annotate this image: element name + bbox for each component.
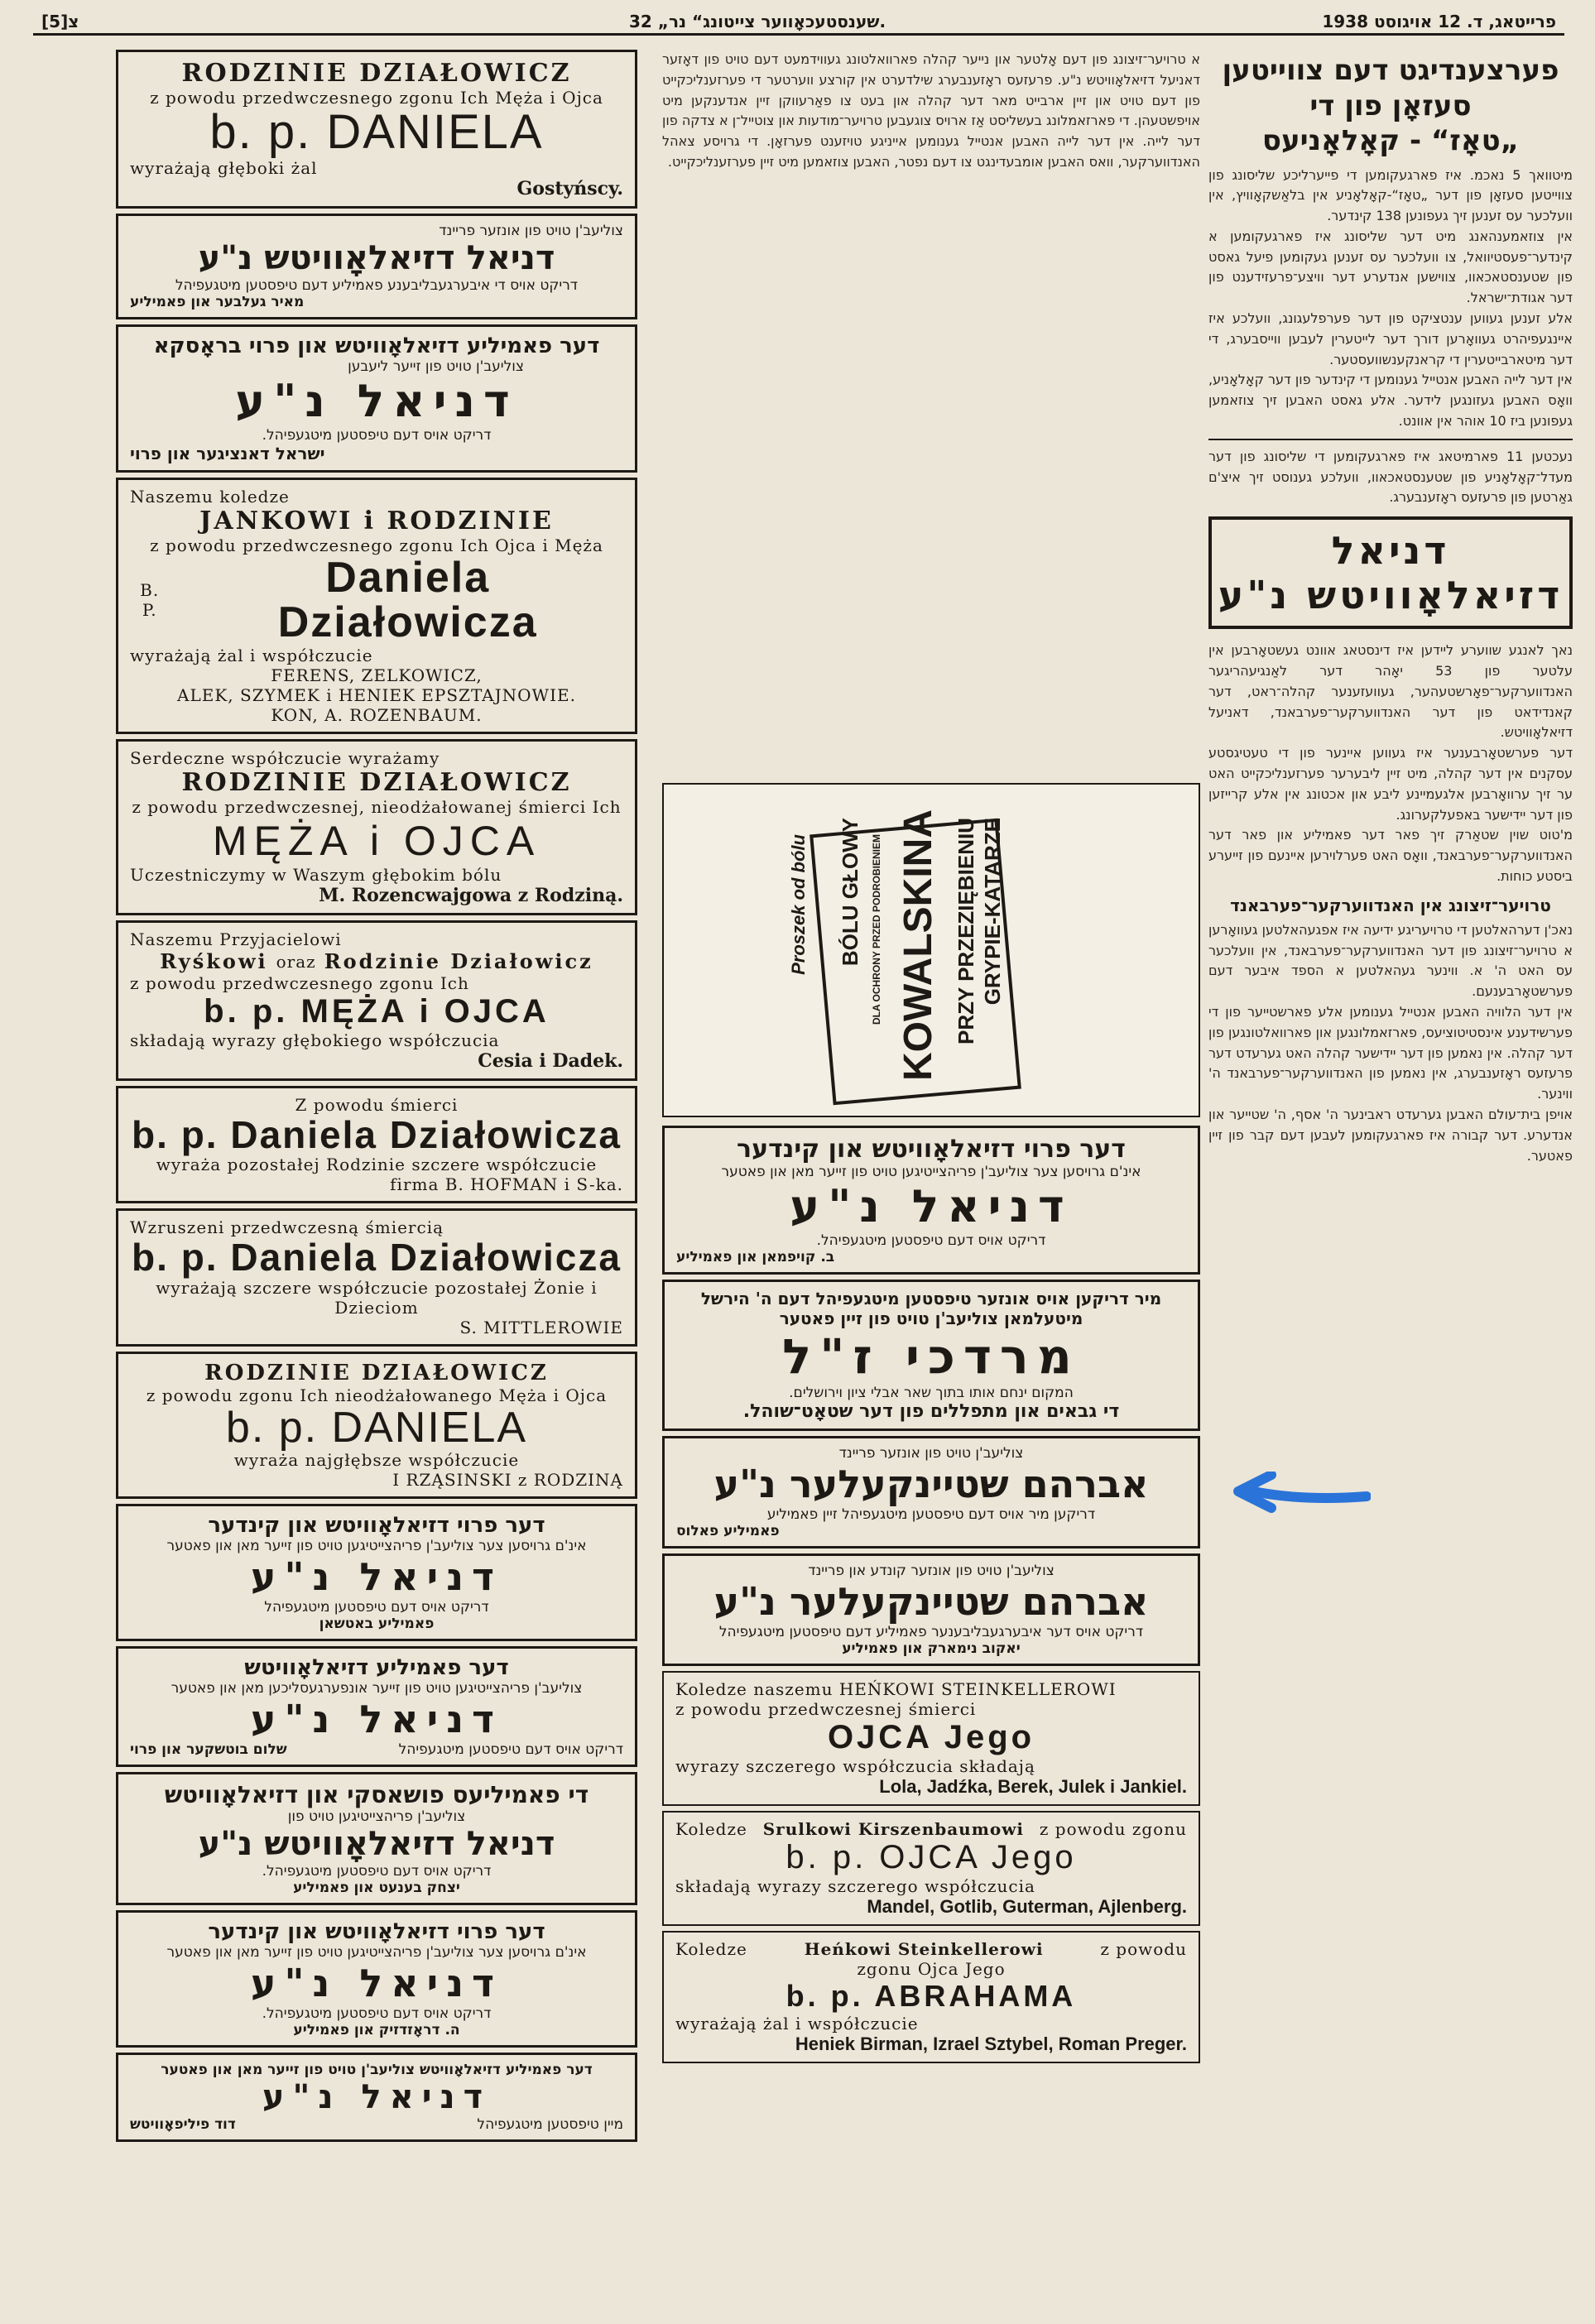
notice-hofman [116,1086,637,1203]
notice-signature: Cesia i Dadek. [478,1050,623,1073]
notice-mittler [116,1208,637,1346]
notice-deceased-name: b. p. OJCA Jego [785,1839,1077,1875]
notice-butshker [116,1646,637,1767]
notice-text: דריקט אויס דעם טיפסטען מיטגעפיהל [264,1599,489,1616]
notice-recipient: דער פאמיליע דזיאלאָוויטש און פרוי בראָסקא [153,333,600,358]
article-column-right [1208,50,1573,1166]
divider [1208,439,1573,440]
notice-signature: דוד פיליפאָוויטש [130,2116,236,2134]
notice-recipient: Koledze naszemu HEŃKOWI STEINKELLEROWI [675,1679,1117,1699]
notice-recipient: דער פרוי דזיאלאָוויטש און קינדער [208,1919,545,1945]
notice-text: צוליעב'ן טויט פון אונזער פריינד [439,222,623,239]
notice-recipient: די פאמיליעס פושאסקי און דזיאלאָוויטש [164,1781,589,1809]
notice-deceased-name: דניאל נ"ע [250,1697,503,1742]
notice-signature: פאמיליע פאלוס [676,1523,780,1539]
notice-text: z powodu zgonu Ich nieodżałowanego Męża i Ojca [146,1385,608,1405]
notice-text: Naszemu Przyjacielowi [130,929,342,950]
notice-text: Uczestniczymy w Waszym głębokim bólu [130,865,502,886]
notice-signature: די גבאים און מתפללים פון דער שטאָט־שוהל. [742,1401,1120,1422]
notice-text: wyrażają głęboki żal [130,157,318,178]
notice-text: wyrażają żal i współczucie [130,646,373,666]
notice-text: z powodu przedwczesnej śmierci [675,1699,977,1719]
notice-mandel [662,1811,1200,1926]
article-headline-line1: פערצענדיגט דעם צווייטען סעזאָן פון די [1222,54,1559,122]
notice-text: z powodu przedwczesnego zgonu Ich [130,973,469,994]
notice-deceased-name: דניאל נ"ע [262,2078,492,2117]
notice-text: צוליעב'ן טויט פון זייער ליעבען [348,358,524,375]
blue-arrow-annotation-icon [1230,1472,1371,1513]
notice-bennet [116,1772,637,1905]
notice-text: z powodu przedwczesnego zgonu Ich Ojca i Męża [150,535,603,555]
article-headline [1208,50,1573,166]
notice-text: דריקט אויס די איבערגעבליבענע פאמיליע דעם טיפסטען מיטגעפיהל [175,276,579,294]
notice-deceased-name: OJCA Jego [827,1719,1035,1755]
article-paragraph: אין צוזאמענהאנג מיט דער שליסונג איז פארגעקומען א קינדער־פעסטיוואל, צו וועלכער עס זענען געקומען פיעל גאסט פון שטענסטאכאוו, צווישען אנדערע דער וויצע־פרעזידענט פון דער אגודת־ישראל. [1208,228,1573,306]
notice-signature: Heniek Birman, Izrael Sztybel, Roman Preger. [795,2034,1187,2054]
notice-signature: firma B. HOFMAN i S-ka. [390,1174,623,1195]
notice-bp: B. P. [140,580,160,621]
notice-deceased-name: דניאל דזיאלאָוויטש נ"ע [198,1825,555,1864]
article-paragraph: אין דער לייה האבען אנטייל גענומען די קינדער פון דער קאָלאָניע, וואָס האבען געזונגען לידער. אלע גאסט האבען זיך צוזאמען געפונען ביז 10 אוהר אין אוונט. [1208,372,1573,430]
notice-recipient: Ryśkowi [160,949,268,974]
notice-rzasinski [116,1352,637,1500]
notice-recipient: RODZINIE DZIAŁOWICZ [181,59,572,88]
notice-text: zgonu Ojca Jego [857,1959,1006,1979]
notice-text: wyrażają szczere współczucie pozostałej Żonie i Dzieciom [156,1277,598,1318]
article-headline-line2: „טאָז“ - קאָלאָניעס [1261,124,1520,157]
notice-text: דריקט אויס דעם טיפסטען מיטגעפיהל [398,1741,623,1759]
notice-text: דריקט אויס דעם טיפסטען מיטגעפיהל. [262,2005,492,2023]
notice-text: składają wyrazy szczerego współczucia [675,1876,1035,1896]
notice-signature: FERENS, ZELKOWICZ, [271,665,483,686]
notice-signature: Lola, Jadźka, Berek, Julek i Jankiel. [879,1776,1187,1797]
notice-text: אינ'ם גרויסען צער צוליעב'ן פריהצייטיגען טויט פון זייער מאן און פאטער [721,1164,1141,1180]
notice-text: wyraża pozostałej Rodzinie szczere współczucie [156,1155,598,1175]
notice-text: אינ'ם גרויסען צער צוליעב'ן פריהצייטיגען טויט פון זייער מאן און פאטער [166,1944,587,1961]
notice-deceased-name: Daniela Działowicza [277,553,538,647]
notice-recipient: דער פרוי דזיאלאָוויטש און קינדער [208,1513,545,1539]
notice-signature: יאקוב נימארק און פאמיליע [842,1640,1021,1657]
article-continuation: א טרויער־זיצונג פון דעם אָלטער און נייער קהלה פארוואלטונג געווידמעט דעם טויט פון דאָזער דאניעל דזיאלאָוויטש נ"ע. פרעזעס ראָזענבערג שילדערט אין קורצע ווערטער די פערזענליכקייט פון דעם טויט און זיין ארבייט מאר דער קהלה און בעט צו פאַרעווקן זיין אנדענקען מיט אויפשטעהן. די פארזאמלונג בעשליסט אַז ארויס צוגעבען טרויער־מודעות און צוטייל־ן א צדקה פון דער לייה. אין דער לייה האבען אנטייל גענומען אייניגע טויזענט פערזאָן. די גרויסע צאהל האנדווערקער, וואס האבען אומבעדינגט צו דעם נפטר, האבען צוזאמען מיט זיין פערזענליכקייט. [662,51,1200,170]
promo-text: Proszek od bólu [788,834,809,975]
notice-recipient: מיר דריקען אויס אונזער טיפסטען מיטגעפיהל דעם ה' הירשל מיטעלמאן צוליעב'ן טויט פון זיין פאטער [700,1289,1162,1328]
notice-lola-jadzka [662,1671,1200,1806]
masthead [33,12,1564,36]
notice-deceased-name: אברהם שטיינקעלער נ"ע [713,1579,1149,1624]
notice-drozdzik [116,1910,637,2048]
notice-text: צוליעב'ן פריהצייטיגען טויט פון זייער אונפערגעסליכען מאן און פאטער [171,1680,583,1697]
notice-mitelman [662,1280,1200,1431]
page-mark: צ[5] [41,12,79,31]
notice-deceased-name: דניאל נ"ע [250,1961,503,2006]
notice-text: צוליעב'ן טויט פון אונזער פריינד [838,1445,1024,1462]
notice-text: דריקען מיר אויס דעם טיפסטען מיטגעפיהל זיין פאמיליע [766,1506,1096,1523]
notice-text: Naszemu koledze [130,486,290,507]
notice-text: Z powodu śmierci [295,1095,459,1116]
notice-signature: Gostyńscy. [516,177,623,199]
masthead-title: 32 „שענסטעכאָווער צייטונג“ נר. [629,12,886,31]
notice-gostynscy [116,50,637,209]
article-paragraph: נאך לאנגע שווערע ליידען איז דינסטאג אוונט געשטאָרבען אין עלטער פון 53 יאָהר דער לאַנגיעהריגער האנדווערקער־פאָרשטעהער, געוועזענער קהלה־ראט, דער קאנדידאט פון דער האנדווערקער־פערבאנד, דאניעל דזיאלאָוויטש. [1208,642,1573,741]
notice-text: z powodu [1100,1939,1187,1959]
notice-rozencwajg [116,739,637,915]
notice-deceased-name: מרדכי ז"ל [782,1328,1080,1385]
notice-koifman [662,1126,1200,1275]
promo-text: BÓLU GŁOWY [838,818,862,967]
notice-text: z powodu przedwczesnego zgonu Ich Męża i Ojca [150,88,603,108]
obituary-banner: דניאל דזיאלאָוויטש נ"ע [1208,516,1573,629]
notice-nimark [662,1553,1200,1666]
notice-deceased-name: דניאל דזיאלאָוויטש נ"ע [198,238,555,277]
notice-text: דריקט אויס דעם טיפסטען מיטגעפיהל. [262,1863,492,1880]
notice-text: דריקט אויס דעם טיפסטען מיטגעפיהל. [262,426,492,444]
notice-deceased-name: MĘŻA i OJCA [212,818,541,865]
promo-text: DLA OCHRONY PRZED PODROBIENIEM [871,834,882,1025]
article-paragraph: אלע זענען געווען ענטציקט פון דער פערפלעגונג, וועלכע איז איינגעפיהרט געוואָרען דורך דער לייטערין לעבען ווייסבערג, די דער מיטארבייטערין די קראנקענשוועסטער. [1208,310,1573,367]
article-paragraph: מיטוואך 5 נאכמ. איז פארגעקומען די פייערליכע שליסונג פון צווייטען סעזאָן פון דער „טאָז“-קאָלאָניע אין בלאַשקאָוויץ, אין וועלכער עס זענען זיך געפונען 138 קינדער. [1208,166,1573,224]
notice-deceased-name: אברהם שטיינקעלער נ"ע [713,1462,1149,1506]
notice-signature: Mandel, Gotlib, Guterman, Ajlenberg. [867,1896,1187,1917]
notice-recipient: Rodzinie Działowicz [324,949,593,974]
notice-recipient: RODZINIE DZIAŁOWICZ [181,768,572,798]
article-paragraph: דער פערשטאָרבענער איז געווען איינער פון די טעטיגסטע עסקנים אין דער קהלה, מיט זיין ליבערער פערזענליכקייט האט ער זיך ערוואָרבען אלגעמיינע ליבע און אכטונג אין אלע קרייזען פון דער יידישער באפעלקערונג. [1208,745,1573,823]
notice-recipient: JANKOWI i RODZINIE [199,506,554,535]
notice-recipient: דער פרוי דזיאלאָוויטש און קינדער [737,1135,1126,1164]
notice-signature: ישראל דאנציגער און פרוי [130,443,325,463]
article-paragraph: אין דער הלוויה האבען אנטייל גענומען אלע פארשטייער פון די פערשידענע אינסטיטוציעס, פארזאמלונגען און פארוואלטונגען פון דער קהלה. אין נאמען פון דער יידישער קהלה האט גערעדט דער פרעזעס ראָזענבערג, אין נאמען פון האנדווערקער־פערבאנד ה' ווינער. [1208,1004,1573,1102]
notice-batshan [116,1504,637,1641]
notice-text: z powodu zgonu [1039,1819,1187,1839]
notice-text: oraz [276,951,316,972]
notice-deceased-name: b. p. MĘŻA i OJCA [204,993,550,1030]
notice-signature: ALEK, SZYMEK i HENIEK EPSZTAJNOWIE. [177,685,576,706]
notice-recipient: דער פאמיליע דזיאלאָוויטש [244,1655,509,1681]
article-paragraph: נעכטען 11 פארמיטאג איז פארגעקומען די שליסונג פון דער מעדל־קאָלאָניע פון שטענסטאכאוו, וועלכע גענוסט זיך איצ'ם גאַרטען פון פרעזעס ראָזענבערג. [1208,448,1573,506]
notice-recipient: RODZINIE DZIAŁOWICZ [204,1360,549,1385]
notice-text: צוליעב'ן טויט פון אונזער קונדע און פריינד [808,1563,1055,1579]
notice-signature: KON, A. ROZENBAUM. [271,705,483,726]
promo-text: GRYPIE-KATARZE [980,818,1005,1006]
article-paragraph: מ'טוט שוין שטאַרק זיך פאר דער פאמיליע און פאר דער האנדווערקער־פערבאנד, וואָס האט פערלוירען איינעם פון זייערע ביסטע כוחות. [1208,827,1573,885]
powder-advertisement [662,783,1200,1117]
notice-recipient: Heńkowi Steinkellerowi [804,1939,1044,1959]
notice-text: Koledze [675,1939,747,1959]
notice-birman [662,1931,1200,2063]
notice-deceased-name: b. p. DANIELA [225,1403,528,1452]
notice-signature: פאמיליע באטשאן [319,1616,435,1633]
notice-text: מיין טיפסטען מיטגעפיהל [477,2116,623,2134]
notice-text: wyraża najgłębsze współczucie [233,1450,520,1471]
notice-text: wyrazy szczerego współczucia składają [675,1756,1035,1776]
notice-recipient: Srulkowi Kirszenbaumowi [762,1819,1025,1839]
notices-column-middle [662,50,1200,2068]
notice-text: אינ'ם גרויסען צער צוליעב'ן פריהצייטיגען טויט פון זייער מאן און פאטער [166,1538,587,1555]
notices-column-left [116,50,637,2147]
notice-ferens [116,478,637,734]
notice-signature: I RZĄSINSKI z RODZINĄ [392,1470,623,1491]
notice-deceased-name: b. p. Daniela Działowicza [132,1113,622,1157]
notice-deceased-name: דניאל נ"ע [235,374,518,427]
notice-text: דריקט אויס דער איבערגעבליבענער פאמיליע דעם טיפסטען מיטגעפיהל [718,1624,1144,1640]
notice-gelber [116,214,637,319]
notice-cesia-dadek [116,920,637,1081]
notice-deceased-name: b. p. DANIELA [209,105,544,159]
notice-signature: ה. דראָזדזיק און פאמיליע [293,2022,460,2039]
notice-signature: יצחק בענעט און פאמיליע [293,1880,460,1897]
masthead-date: פרייטאג, ד. 12 אויגוסט 1938 [1322,12,1556,31]
notice-deceased-name: b. p. Daniela Działowicza [132,1236,622,1280]
notice-signature: M. Rozencwajgowa z Rodziną. [319,885,623,907]
notice-deceased-name: דניאל נ"ע [250,1554,503,1600]
notice-signature: שלום בוטשקער און פרוי [130,1741,287,1759]
notice-text: Serdeczne współczucie wyrażamy [130,748,440,769]
notice-signature: S. MITTLEROWIE [459,1317,623,1337]
article-paragraph: נאכ'ן דערהאלטען די טרויעריגע ידיעה איז אפגעהאלטען געוואָרען א טרויער־זיצונג פון דער האנדווערקער־פערבאנד, אין וועלכער עס האט ה' א. ווינער געהאלטען א הספד איבער דעם פערשטאָרבענעם. [1208,921,1573,1000]
notice-text: składają wyrazy głębokiego współczucia [130,1030,500,1051]
notice-text: z powodu przedwczesnej, nieodżałowanej śmierci Ich [132,797,622,818]
notice-text: המקום ינחם אותו בתוך שאר אבלי ציון וירושלים. [789,1385,1074,1401]
article-subheading: טרויער־זיצונג אין האנדווערקער־פערבאנד [1230,895,1551,915]
notice-text: Koledze [675,1819,747,1839]
promo-text: PRZY PRZEZIĘBIENIU [954,818,978,1045]
notice-text: צוליעב'ן פריהצייטיגען טויט פון [287,1808,466,1826]
notice-signature: ב. קויפמאן און פאמיליע [676,1249,835,1265]
notice-deceased-name: b. p. ABRAHAMA [785,1979,1077,2013]
notice-filipowicz [116,2053,637,2142]
notice-text: wyrażają żal i współczucie [675,2014,919,2034]
notice-text: דריקט אויס דעם טיפסטען מיטגעפיהל. [816,1232,1046,1249]
notice-signature: מאיר געלבער און פאמיליע [130,293,305,310]
promo-brand: KOWALSKINA [896,809,940,1081]
notice-palus [662,1436,1200,1549]
notice-deceased-name: דניאל נ"ע [790,1180,1073,1232]
notice-recipient: דער פאמיליע דזיאלאָוויטש צוליעב'ן טויט פון זייער מאן און פאטער [161,2062,593,2079]
notice-danciger [116,324,637,473]
article-paragraph: אויפן בית־עולם האבען גערעדט ראבינער ה' אסף, ה' שטייער און אנדערע. דער קבורה איז פארגעקומען לעבען דעם קבר פון זיין פאטער. [1208,1106,1573,1164]
notice-text: Wzruszeni przedwczesną śmiercią [130,1217,444,1238]
